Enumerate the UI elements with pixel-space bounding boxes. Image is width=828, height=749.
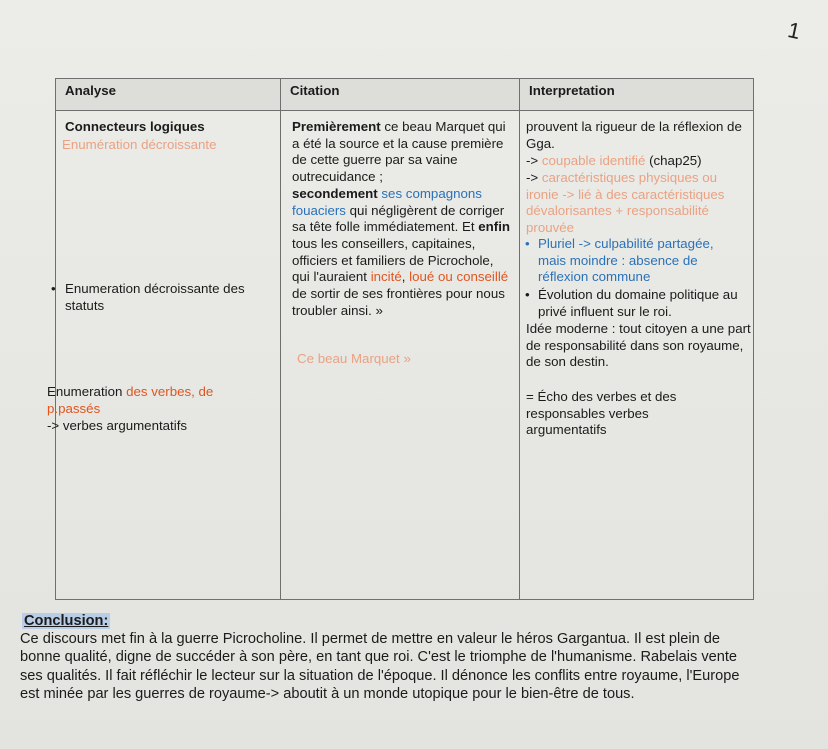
analysis-table [47,78,754,600]
enfin-word: enfin [478,219,511,235]
evolution-bullet [526,287,744,320]
table-row [56,111,754,600]
caracteristiques-line [526,170,748,237]
table-header-row [56,79,754,111]
conclusion-text: Ce discours met fin à la guerre Picrocholine. Il permet de mettre en valeur le héros Gargantua. Il est plein de bonne qualité, digne de succéder à son père, en tant que roi. C'est le triomphe de l'humanisme. Rabelais vente ses qualités. Il fait réfléchir le lecteur sur la situation de l'époque. Il dénonce les conflits entre royaume, l'Europe est minée par les guerres de royaume-> aboutit à un monde utopique pour le bien-être de tous. [20,631,740,702]
separator-ou: ou [434,269,457,285]
coupable-line [526,153,748,170]
arrow-1: -> [526,153,542,168]
verbs-highlight: des verbes, de p.passés [47,384,214,416]
interpretation-line1: prouvent la rigueur de la réflexion de Gga. [526,119,742,151]
citation-part3: tous les conseillers, capitaines, officiers et familiers de Picrochole, qui l'auraient [292,235,494,285]
bullet-dot: • [51,281,56,296]
verb-incite: incité [370,269,402,285]
premierement-word: Premièrement [292,119,381,134]
faded-enumeration-label: Enumération décroissante [62,137,217,152]
chapter-ref: (chap25) [645,153,702,168]
verb-conseille: conseillé [456,269,509,285]
citation-text [292,119,514,319]
citation-part2: qui négligèrent de corriger sa tête folle immédiatement. Et [292,202,505,235]
separator-comma: , [401,269,410,285]
pluriel-text: Pluriel -> culpabilité partagée, mais moindre : absence de réflexion commune [538,236,714,285]
citation-cell [281,111,520,600]
verb-loue: loué [409,269,435,285]
verbs-note [47,384,257,417]
faded-quote: Ce beau Marquet » [297,351,411,366]
evolution-text: Évolution du domaine politique au privé influent sur le roi. [538,287,738,319]
arrow-2: -> [526,170,542,185]
secondement-word: secondement [292,185,378,201]
bullet-dot: • [525,287,530,302]
header-citation: Citation [281,79,520,111]
header-analyse: Analyse [56,79,281,111]
caracteristiques-text: caractéristiques physiques ou ironie -> lié à des caractéristiques dévalorisantes + responsabilité prouvée [526,170,725,236]
idee-moderne: Idée moderne : tout citoyen a une part de responsabilité dans son royaume, de son destin. [526,321,751,370]
conclusion-title: Conclusion: [24,613,109,629]
bullet-dot: • [525,236,530,251]
header-interpretation: Interpretation [520,79,754,111]
statuts-bullet-text: Enumeration décroissante des statuts [65,281,245,313]
coupable-identifie: coupable identifié [541,153,646,168]
analyse-cell [47,111,281,600]
echo-note: = Écho des verbes et des responsables verbes argumentatifs [526,389,677,438]
page-corner-mark: 1 [785,17,803,45]
interpretation-cell [520,111,754,600]
statuts-bullet [51,281,274,314]
citation-part1: ce beau Marquet qui a été la source et la cause première de cette guerre par sa vaine outrecuidance ; [292,119,506,185]
connecteurs-heading: Connecteurs logiques [65,119,205,134]
compagnons-fouaciers: ses compagnons fouaciers [292,185,482,218]
verbs-prefix: Enumeration [47,384,127,399]
pluriel-bullet [526,236,744,286]
verbs-arrow-note: -> verbes argumentatifs [47,418,188,433]
citation-part4: de sortir de ses frontières pour nous troubler ainsi. » [292,286,505,318]
conclusion-block [20,612,760,703]
